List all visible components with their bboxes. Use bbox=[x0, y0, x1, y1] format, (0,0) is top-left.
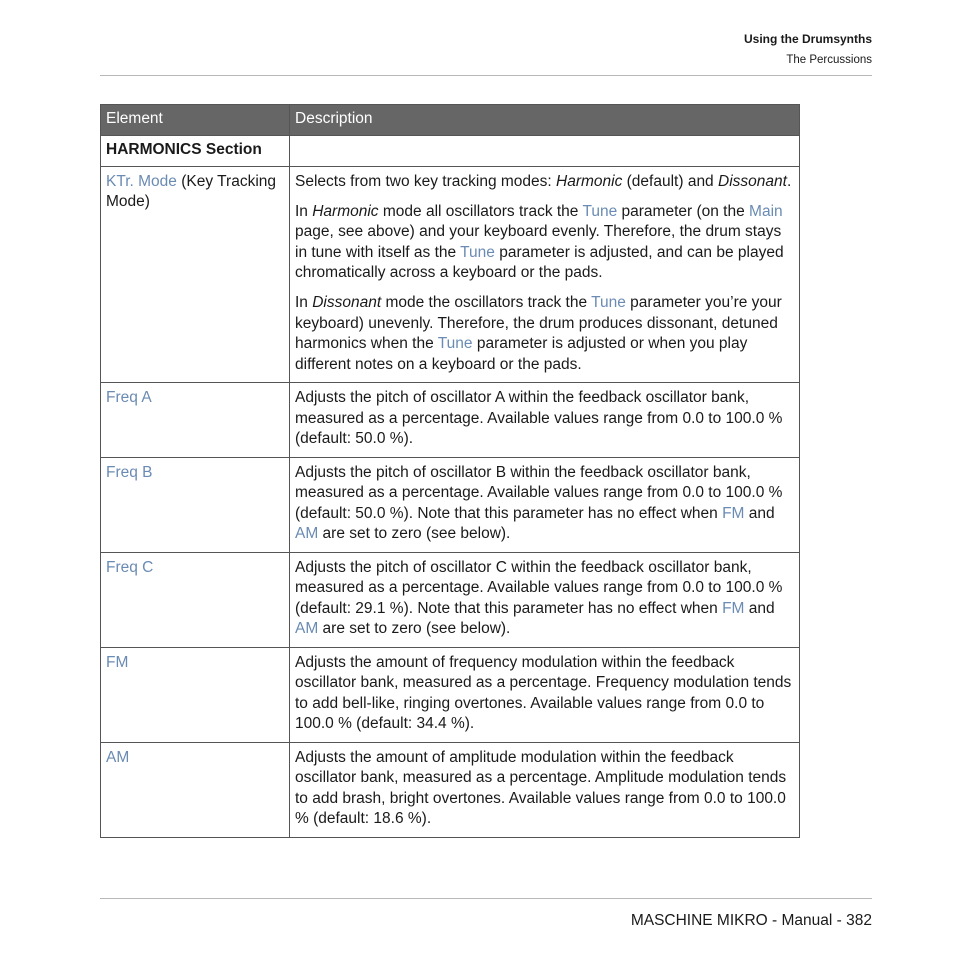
tune-link[interactable]: Tune bbox=[591, 294, 626, 311]
element-cell bbox=[101, 457, 290, 552]
table-row bbox=[101, 552, 800, 647]
description-cell: Adjusts the amount of amplitude modulation within the feedback oscillator bank, measured as a percentage. Amplitude modulation tends to add brash, bright overtones. Available values range from 0.0 to 100.0 % (default: 18.6 %). bbox=[290, 742, 800, 837]
parameter-table bbox=[100, 104, 800, 838]
element-link[interactable]: Freq B bbox=[106, 463, 153, 481]
section-title-cell: HARMONICS Section bbox=[101, 136, 290, 167]
element-text: (Key Tracking Mode) bbox=[106, 172, 276, 210]
term-dissonant: Dissonant bbox=[718, 172, 787, 190]
element-cell bbox=[101, 166, 290, 383]
footer-divider bbox=[100, 898, 872, 899]
table-row bbox=[101, 457, 800, 552]
main-link[interactable]: Main bbox=[749, 202, 783, 220]
table-row bbox=[101, 166, 800, 383]
term-harmonic: Harmonic bbox=[312, 202, 379, 220]
description-paragraph: In Dissonant mode the oscillators track the Tune parameter you’re your keyboard) unevenly. Therefore, the drum produces dissonant, detuned harmonics when the Tune parameter is adjusted or when you play different notes on a keyboard or the pads. bbox=[295, 294, 782, 373]
description-cell bbox=[290, 166, 800, 383]
page-footer: MASCHINE MIKRO - Manual - 382 bbox=[630, 912, 872, 929]
table-row bbox=[101, 742, 800, 837]
section-empty-cell bbox=[290, 136, 800, 167]
description-paragraph: Selects from two key tracking modes: Harmonic (default) and Dissonant. bbox=[295, 172, 792, 190]
element-link[interactable]: FM bbox=[106, 653, 129, 671]
chapter-title: Using the Drumsynths bbox=[743, 32, 872, 46]
table-row bbox=[101, 647, 800, 742]
fm-link[interactable]: FM bbox=[722, 599, 745, 617]
description-cell: Adjusts the pitch of oscillator B within the feedback oscillator bank, measured as a percentage. Available values range from 0.0 to 100.0 % (default: 50.0 %). Note that this parameter has no effect when FM and AM are set to zero (see below). bbox=[290, 457, 800, 552]
fm-link[interactable]: FM bbox=[722, 504, 745, 522]
element-link[interactable]: AM bbox=[106, 748, 130, 766]
tune-link[interactable]: Tune bbox=[582, 202, 618, 220]
element-cell bbox=[101, 552, 290, 647]
section-title: The Percussions bbox=[786, 54, 872, 66]
description-cell: Adjusts the amount of frequency modulation within the feedback oscillator bank, measured as a percentage. Frequency modulation tends to add bell-like, ringing overtones. Available values range from 0.0 to 100.0 % (default: 34.4 %). bbox=[290, 647, 800, 742]
am-link[interactable]: AM bbox=[295, 620, 319, 637]
table-header-row bbox=[101, 105, 800, 136]
header-divider bbox=[100, 75, 872, 76]
element-cell bbox=[101, 647, 290, 742]
tune-link[interactable]: Tune bbox=[460, 243, 495, 261]
element-link[interactable]: Freq C bbox=[106, 558, 154, 576]
term-harmonic: Harmonic bbox=[556, 172, 623, 190]
column-header-element: Element bbox=[101, 105, 290, 136]
tune-link[interactable]: Tune bbox=[437, 335, 473, 352]
element-cell bbox=[101, 742, 290, 837]
table-row bbox=[101, 383, 800, 458]
section-row bbox=[101, 136, 800, 167]
description-paragraph: In Harmonic mode all oscillators track the Tune parameter (on the Main page, see above) and your keyboard evenly. Therefore, the drum stays in tune with itself as the Tune parameter is adjusted, and can be played chromatically across a keyboard or the pads. bbox=[295, 202, 784, 281]
element-cell bbox=[101, 383, 290, 458]
column-header-description: Description bbox=[290, 105, 800, 136]
term-dissonant: Dissonant bbox=[312, 294, 382, 311]
am-link[interactable]: AM bbox=[295, 525, 319, 542]
running-header bbox=[744, 30, 872, 69]
description-cell: Adjusts the pitch of oscillator A within the feedback oscillator bank, measured as a percentage. Available values range from 0.0 to 100.0 % (default: 50.0 %). bbox=[290, 383, 800, 458]
description-cell: Adjusts the pitch of oscillator C within the feedback oscillator bank, measured as a percentage. Available values range from 0.0 to 100.0 % (default: 29.1 %). Note that this parameter has no effect when FM and AM are set to zero (see below). bbox=[290, 552, 800, 647]
element-link[interactable]: KTr. Mode bbox=[106, 172, 177, 190]
element-link[interactable]: Freq A bbox=[106, 389, 152, 406]
